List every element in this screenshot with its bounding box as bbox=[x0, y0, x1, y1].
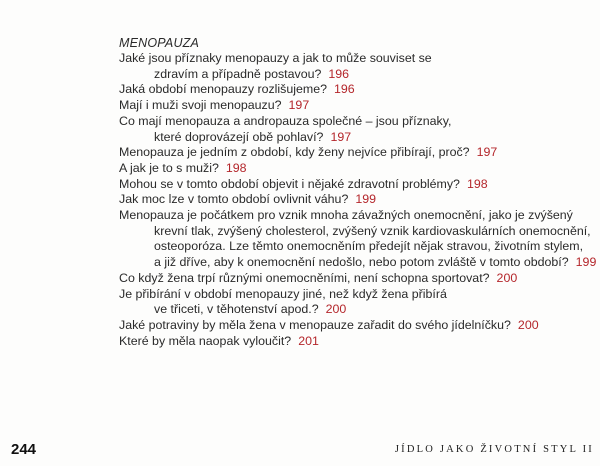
toc-entry-text bbox=[119, 224, 589, 240]
toc-page-number: 199 bbox=[355, 192, 377, 207]
toc-page-number: 197 bbox=[288, 98, 310, 113]
section-title: MENOPAUZA bbox=[119, 36, 200, 50]
toc-entry-line: Jaké potraviny by měla žena v menopauze zařadit do svého jídelníčku? bbox=[119, 317, 511, 332]
toc-entry-line: osteoporóza. Lze těmto onemocněním předejít nějak stravou, životním stylem, bbox=[154, 239, 584, 254]
toc-entries bbox=[119, 51, 597, 349]
toc-page-number: 197 bbox=[330, 129, 352, 144]
toc-entry-text bbox=[119, 255, 597, 271]
toc-entry bbox=[119, 192, 589, 208]
toc-entry-text bbox=[119, 192, 589, 208]
toc-entry-line: a již dříve, aby k onemocnění nedošlo, nebo potom zvláště v tomto období? bbox=[154, 255, 569, 270]
toc-entry bbox=[119, 98, 589, 114]
toc-entry-line: Mají i muži svoji menopauzu? bbox=[119, 98, 282, 113]
toc-entry-line: Které by měla naopak vyloučit? bbox=[119, 333, 292, 348]
toc-entry-line: krevní tlak, zvýšený cholesterol, zvýšený vznik kardiovaskulárních onemocnění, bbox=[154, 223, 591, 238]
toc-page-number: 199 bbox=[575, 255, 597, 270]
toc-entry-line: Jak moc lze v tomto období ovlivnit váhu? bbox=[119, 192, 349, 207]
toc-entry bbox=[119, 82, 589, 98]
toc-entry-text bbox=[119, 145, 589, 161]
toc-entry-line: ve třiceti, v těhotenství apod.? bbox=[154, 302, 319, 317]
toc-entry-line: Co mají menopauza a andropauza společné – jsou příznaky, bbox=[119, 113, 452, 128]
toc-entry-text bbox=[119, 82, 589, 98]
toc-page-number: 198 bbox=[466, 176, 488, 191]
toc-entry bbox=[119, 271, 589, 287]
toc-page-number: 201 bbox=[298, 333, 319, 348]
toc-entry-text bbox=[119, 98, 589, 114]
table-of-contents bbox=[119, 36, 597, 349]
toc-entry-text bbox=[119, 318, 589, 334]
toc-entry-text bbox=[119, 208, 589, 224]
toc-entry-line: Mohou se v tomto období objevit i nějaké zdravotní problémy? bbox=[119, 176, 460, 191]
toc-page-number: 200 bbox=[517, 317, 539, 332]
toc-entry bbox=[119, 208, 597, 271]
toc-entry-text bbox=[119, 177, 589, 193]
toc-entry-line: A jak je to s muži? bbox=[119, 160, 219, 175]
toc-entry bbox=[119, 161, 589, 177]
toc-entry-text bbox=[119, 51, 589, 67]
toc-entry-text bbox=[119, 67, 589, 83]
toc-page-number: 198 bbox=[225, 160, 247, 175]
toc-entry bbox=[119, 334, 589, 350]
toc-entry-line: Jaké jsou příznaky menopauzy a jak to může souviset se bbox=[119, 51, 432, 65]
toc-entry-line: Co když žena trpí různými onemocněními, není schopna sportovat? bbox=[119, 270, 490, 285]
toc-page-number: 200 bbox=[496, 270, 518, 285]
toc-entry-line: které doprovázejí obě pohlaví? bbox=[154, 129, 324, 144]
toc-entry bbox=[119, 177, 589, 193]
toc-page-number: 200 bbox=[325, 302, 347, 317]
toc-page-number: 197 bbox=[476, 145, 498, 160]
toc-entry-text bbox=[119, 130, 589, 146]
toc-entry-text bbox=[119, 161, 589, 177]
toc-entry-text bbox=[119, 239, 589, 255]
toc-entry-text bbox=[119, 302, 589, 318]
toc-entry-line: Menopauza je počátkem pro vznik mnoha závažných onemocnění, jako je zvýšený bbox=[119, 208, 573, 223]
toc-entry-line: Jaká období menopauzy rozlišujeme? bbox=[119, 82, 328, 97]
toc-entry bbox=[119, 318, 589, 334]
running-footer-title: JÍDLO JAKO ŽIVOTNÍ STYL II bbox=[394, 444, 594, 455]
page-number: 244 bbox=[11, 441, 37, 458]
toc-entry bbox=[119, 114, 589, 145]
toc-entry-text bbox=[119, 114, 589, 130]
toc-entry-line: zdravím a případně postavou? bbox=[154, 66, 322, 81]
toc-entry-line: Menopauza je jedním z období, kdy ženy nejvíce přibírají, proč? bbox=[119, 145, 470, 160]
toc-entry bbox=[119, 145, 589, 161]
toc-entry-text bbox=[119, 271, 589, 287]
toc-entry bbox=[119, 51, 589, 82]
toc-page-number: 196 bbox=[334, 82, 355, 97]
toc-entry bbox=[119, 287, 589, 318]
toc-page-number: 196 bbox=[328, 66, 350, 81]
toc-entry-text bbox=[119, 334, 589, 350]
toc-entry-text bbox=[119, 287, 589, 303]
toc-entry-line: Je přibírání v období menopauzy jiné, než když žena přibírá bbox=[119, 286, 447, 301]
